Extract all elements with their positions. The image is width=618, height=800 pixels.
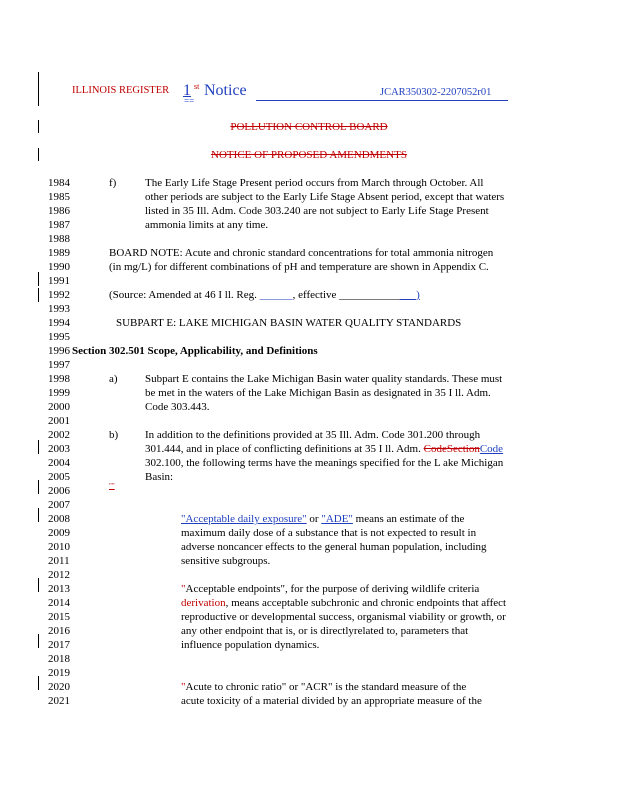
line-number: 2018 <box>48 653 70 665</box>
line-number: 1991 <box>48 275 70 287</box>
line-number: 2015 <box>48 611 70 623</box>
para-f-line: listed in 35 Ill. Adm. Code 303.240 are not subject to Early Life Stage Present <box>145 205 489 217</box>
line-number: 2019 <box>48 667 70 679</box>
jcar-code: JCAR350302-2207052r01 <box>380 87 492 98</box>
line-number: 2000 <box>48 401 70 413</box>
definition-ade-line: maximum daily dose of a substance that is not expected to result in <box>181 527 477 539</box>
para-b-line: Basin: <box>145 471 174 483</box>
para-b-line: In addition to the definitions provided at 35 Ill. Adm. Code 301.200 through <box>145 429 481 441</box>
board-note-line: BOARD NOTE: Acute and chronic standard concentrations for total ammonia nitrogen <box>109 247 494 259</box>
line-number: 1985 <box>48 191 70 203</box>
para-f-label: f) <box>109 177 117 189</box>
para-b-line: 302.100, the following terms have the meanings specified for the L ake Michigan <box>145 457 504 469</box>
line-number: 1990 <box>48 261 70 273</box>
line-number: 1988 <box>48 233 70 245</box>
para-a-line: be met in the waters of the Lake Michigan Basin as designated in 35 I ll. Adm. <box>145 387 491 399</box>
definition-acr: "Acute to chronic ratio" or "ACR" is the standard measure of the <box>181 681 467 693</box>
line-number: 2021 <box>48 695 70 707</box>
superscript-mark: st <box>194 82 200 91</box>
notice-title: NOTICE OF PROPOSED AMENDMENTS <box>211 149 407 161</box>
line-number: 2008 <box>48 513 70 525</box>
para-a-label: a) <box>109 373 118 385</box>
change-bar <box>38 72 39 106</box>
definition-ade-line: adverse noncancer effects to the general human population, including <box>181 541 487 553</box>
line-number: 2020 <box>48 681 70 693</box>
notice-label: Notice <box>204 82 247 99</box>
change-bar <box>38 676 39 690</box>
line-number: 2012 <box>48 569 70 581</box>
definition-endpoints: "Acceptable endpoints", for the purpose of deriving wildlife criteria <box>181 583 480 595</box>
para-f-line: other periods are subject to the Early Life Stage Absent period, except that waters <box>145 191 505 203</box>
line-number: 1992 <box>48 289 70 301</box>
definition-acr-line: acute toxicity of a material divided by an appropriate measure of the <box>181 695 482 707</box>
insertion-mark: == <box>184 96 195 106</box>
para-a-line: Code 303.443. <box>145 401 210 413</box>
change-bar <box>38 508 39 522</box>
line-number: 2005 <box>48 471 70 483</box>
para-b-label: b) <box>109 429 119 441</box>
line-number: 2003 <box>48 443 70 455</box>
source-citation: (Source: Amended at 46 I ll. Reg. ______, effective ______________) <box>109 289 420 301</box>
definition-endpoints-line: influence population dynamics. <box>181 639 320 651</box>
subpart-heading: SUBPART E: LAKE MICHIGAN BASIN WATER QUALITY STANDARDS <box>116 317 462 329</box>
line-number: 1997 <box>48 359 70 371</box>
para-a-line: Subpart E contains the Lake Michigan Basin water quality standards. These must <box>145 373 503 385</box>
change-bar <box>38 272 39 286</box>
line-number: 1987 <box>48 219 70 231</box>
definition-endpoints-line: any other endpoint that is, or is directlyrelated to, parameters that <box>181 625 469 637</box>
change-bar <box>38 440 39 454</box>
definition-endpoints-line: derivation, means acceptable subchronic and chronic endpoints that affect <box>181 597 507 609</box>
para-f-line: ammonia limits at any time. <box>145 219 269 231</box>
change-bar <box>38 288 39 302</box>
line-number: 2009 <box>48 527 70 539</box>
line-number: 1999 <box>48 387 70 399</box>
line-number: 1993 <box>48 303 70 315</box>
definition-ade: "Acceptable daily exposure" or "ADE" means an estimate of the <box>181 513 465 525</box>
revision-mark: "" <box>109 482 115 490</box>
para-b-line: 301.444, and in place of conflicting definitions at 35 I ll. Adm. CodeSectionCode <box>145 443 504 455</box>
change-bar <box>38 634 39 648</box>
line-number: 2001 <box>48 415 70 427</box>
line-number: 2007 <box>48 499 70 511</box>
line-number: 1986 <box>48 205 70 217</box>
line-number: 1984 <box>48 177 70 189</box>
change-bar <box>38 480 39 494</box>
change-bar <box>38 578 39 592</box>
line-number: 1998 <box>48 373 70 385</box>
line-number: 2006 <box>48 485 70 497</box>
line-number: 1994 <box>48 317 70 329</box>
line-number: 2016 <box>48 625 70 637</box>
register-label: ILLINOIS REGISTER <box>72 85 170 96</box>
para-f-line: The Early Life Stage Present period occurs from March through October. All <box>145 177 484 189</box>
line-number: 2014 <box>48 597 70 609</box>
definition-ade-line: sensitive subgroups. <box>181 555 271 567</box>
board-note-line: (in mg/L) for different combinations of pH and temperature are shown in Appendix C. <box>109 261 489 273</box>
line-number: 2013 <box>48 583 70 595</box>
header-underline <box>256 100 508 101</box>
line-number: 1995 <box>48 331 70 343</box>
section-heading: Section 302.501 Scope, Applicability, and Definitions <box>72 345 318 357</box>
line-number: 2010 <box>48 541 70 553</box>
line-number: 1989 <box>48 247 70 259</box>
line-number: 2011 <box>48 555 70 567</box>
page-number: 1 <box>183 82 191 99</box>
line-number: 2017 <box>48 639 70 651</box>
line-number: 1996 <box>48 345 70 357</box>
line-number: 2004 <box>48 457 70 469</box>
line-number: 2002 <box>48 429 70 441</box>
board-title: POLLUTION CONTROL BOARD <box>230 121 388 133</box>
definition-endpoints-line: reproductive or developmental success, organismal viability or growth, or <box>181 611 506 623</box>
